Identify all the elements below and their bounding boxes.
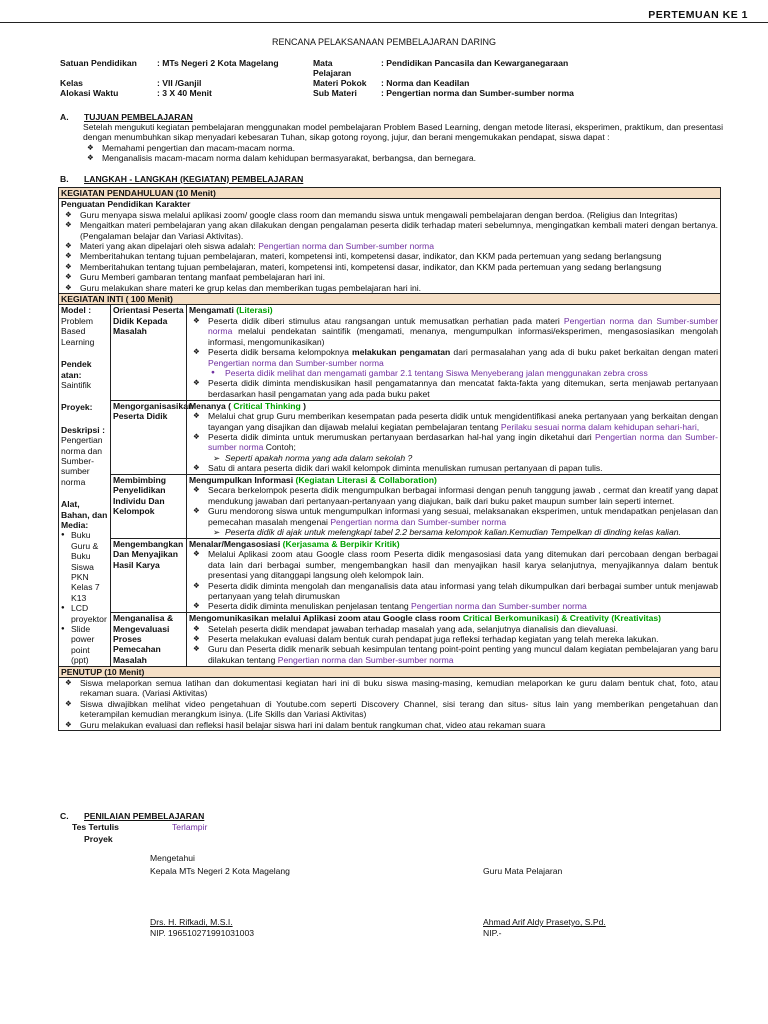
step-stage-1: Orientasi Peserta Didik Kepada Masalah <box>111 305 187 400</box>
materi-topic: Pengertian norma dan Sumber-sumber norma <box>208 431 719 453</box>
step-head-text: Mengumpulkan Informasi <box>189 475 294 486</box>
mapel-value: : Pendidikan Pancasila dan Kewarganegaraan <box>381 58 569 68</box>
alokasi-label: Alokasi Waktu <box>60 88 119 98</box>
pendahuluan-item: ❖ Guru melakukan share materi ke grup kelas dan memberikan tugas pembelajaran hari ini. <box>61 283 718 293</box>
pendahuluan-item: ❖ Mengaitkan materi pembelajaran yang akan dilakukan dengan pengalaman peserta didik terhadap materi sebelumnya, mengingatkan kembali materi dengan bertanya.(Pengalaman belajar dan Variasi Aktivitas). <box>61 220 718 241</box>
objectives-intro: Setelah mengukuti kegiatan pembelajaran menggunakan model pembelajaran Problem Based Learning, dengan metode literasi, eksperimen, praktikum, dan presentasi dengan menumbuhkan sikap menyadari kebesaran Tuhan, sikap gotong royong, jujur, dan berani mengemukakan pendapat, siswa dapat : <box>83 122 723 143</box>
activities-table <box>58 187 721 731</box>
step-item <box>189 601 718 611</box>
section-a-body <box>83 122 723 164</box>
step-head-text: Mengomunikasikan melalui Aplikasi zoom atau Google class room <box>189 613 461 624</box>
step-content-3 <box>187 475 721 539</box>
kelas-value: : VII /Ganjil <box>157 78 202 88</box>
satuan-label: Satuan Pendidikan <box>60 58 137 68</box>
alat-label: Alat, Bahan, dan Media: <box>61 499 108 530</box>
page-title: RENCANA PELAKSANAAN PEMBELAJARAN DARING <box>271 37 497 47</box>
step-head-text: ) <box>300 400 306 411</box>
step-stage-3: Membimbing Penyelidikan Individu Dan Kelompok <box>111 475 187 539</box>
sub-materi-value: : Pengertian norma dan Sumber-sumber norma <box>381 88 574 98</box>
step-content-2 <box>187 400 721 474</box>
pendahuluan-header: KEGIATAN PENDAHULUAN (10 Menit) <box>59 188 721 199</box>
model-value: Problem Based Learning <box>61 315 95 347</box>
section-b-number: B. <box>60 174 69 184</box>
mapel-label: Mata <box>313 58 333 68</box>
kepala-nip: NIP. 196510271991031003 <box>150 928 255 938</box>
penutup-item: ❖ Siswa melaporkan semua latihan dan dokumentasi kegiatan hari ini di buku siswa masing-masing, kemudian melaporkan ke guru dalam bentuk chat, foto, atau rekaman suara. (Variasi Aktivitas) <box>61 678 718 699</box>
step-text-bold: melakukan pengamatan <box>352 347 451 358</box>
tes-label: Tes Tertulis <box>72 822 119 832</box>
identity-block <box>60 58 720 98</box>
meeting-number: PERTEMUAN KE 1 <box>648 9 748 21</box>
model-label: Model : <box>61 305 92 316</box>
kepala-title: Kepala MTs Negeri 2 Kota Magelang <box>150 866 290 876</box>
section-b-title: LANGKAH - LANGKAH (KEGIATAN) PEMBELAJARAN <box>84 174 304 184</box>
step-content-4 <box>187 538 721 612</box>
alat-item: ● Slide power point (ppt) <box>61 624 108 666</box>
section-c-heading <box>60 811 204 821</box>
materi-topic: Pengertian norma dan Sumber-sumber norma <box>330 516 507 527</box>
step-example: ➢ Peserta didik di ajak untuk melengkapi tabel 2.2 bersama kelompok kalian.Kemudian Tempelkan di dinding kelas kalian. <box>189 527 718 537</box>
step-head-5 <box>189 613 718 623</box>
kelas-label: Kelas <box>60 78 83 88</box>
step-item <box>189 644 718 665</box>
objective-item: ❖ Memahami pengertian dan macam-macam norma. <box>83 143 723 153</box>
step-text: Guru mendorong siswa untuk mengumpulkan informasi yang sesuai, melaksanakan eksperimen, untuk mendapatkan penjelasan dan pemecahan masalah mengenai <box>208 506 719 527</box>
alat-item: ● LCD proyektor <box>61 603 108 624</box>
materi-label: Materi Pokok <box>313 78 367 88</box>
step-text: Melalui chat grup Guru memberikan kesempatan pada peserta didik untuk mengidentifikasi aneka pertanyaan yang berkaitan dengan tayangan yang disajikan dan dijawab melalui kegiatan pembelajaran tentang <box>208 411 719 432</box>
step-item <box>189 506 718 527</box>
mengetahui-label: Mengetahui <box>150 853 195 863</box>
step-head-tag: (Kegiatan Literasi & Collaboration) <box>295 475 437 486</box>
guru-title: Guru Mata Pelajaran <box>483 866 563 876</box>
step-text: Peserta didik diminta menuliskan penjelasan tentang <box>208 601 412 612</box>
step-text: melalui pendekatan saintifik (mengamati, menanya, mengumpulkan informasi/eksperimen, mengasosiasikan mengolah informasi, mengomunikasikan) <box>208 326 719 347</box>
step-text: Peserta didik diberi stimulus atau rangsangan untuk memusatkan perhatian pada materi <box>208 315 564 326</box>
penutup-item: ❖ Guru melakukan evaluasi dan refleksi hasil belajar siswa hari ini dalam bentuk rangkuman chat, video atau rekaman suara <box>61 720 718 730</box>
pendahuluan-body <box>59 199 721 294</box>
step-example: ➢ Seperti apakah norma yang ada dalam sekolah ? <box>189 453 718 463</box>
step-item: ❖ Peserta melakukan evaluasi dalam bentuk curah pendapat juga refleksi terhadap kegiatan yang telah mereka lakukan. <box>189 634 718 644</box>
pendekatan-value: Saintifik <box>61 379 92 390</box>
section-c-number: C. <box>60 811 69 821</box>
pendahuluan-item <box>61 241 718 251</box>
section-c-title: PENILAIAN PEMBELAJARAN <box>84 811 205 821</box>
pendahuluan-item: ❖ Guru menyapa siswa melalui aplikasi zoom/ google class room dan memandu siswa untuk mengawali pembelajaran dengan berdoa. (Religius dan Integritas) <box>61 210 718 220</box>
step-head-3 <box>189 475 718 485</box>
sub-materi-label: Sub Materi <box>313 88 357 98</box>
step-text: Peserta didik bersama kelompoknya <box>208 347 353 358</box>
materi-topic: Pengertian norma dan Sumber-sumber norma <box>208 357 384 368</box>
step-head-text: Mengamati <box>189 305 234 316</box>
penutup-body <box>59 678 721 731</box>
section-a-number: A. <box>60 112 69 122</box>
step-item <box>189 411 718 432</box>
mapel-label-2: Pelajaran <box>313 68 352 78</box>
step-stage-2: Mengorganisasikan Peserta Didik <box>111 400 187 474</box>
step-text: Guru dan Peserta didik menarik sebuah kesimpulan tentang point-point penting yang muncul dalam kegiatan pembelajaran yang baru dilakukan tentang <box>208 644 719 665</box>
tes-value: Terlampir <box>172 822 208 832</box>
inti-header: KEGIATAN INTI ( 100 Menit) <box>59 294 721 305</box>
step-item <box>189 316 718 347</box>
alat-list <box>61 530 108 665</box>
pendahuluan-item: ❖ Memberitahukan tentang tujuan pembelajaran, materi, kompetensi inti, kompetensi dasar, indikator, dan KKM pada pertemuan yang sedang berlangsung <box>61 262 718 272</box>
satuan-value: : MTs Negeri 2 Kota Magelang <box>157 58 279 68</box>
step-item: ❖ Melalui Aplikasi zoom atau Google class room Peserta didik mengasosiasi data yang ditemukan dari percobaan dengan berbagai data lain dari berbagai sumber, mengembangkan hasil dan menyajikan hasil karya selanjutnya, menyajikannya dalam bentuk presentasi yang ditanggapi langsung oleh kelompok lain. <box>189 549 718 580</box>
step-head-4 <box>189 539 718 549</box>
proyek-label: Proyek <box>84 834 113 844</box>
step-item: ❖ Peserta didik diminta mengolah dan menganalisis data atau informasi yang telah dikumpulkan dari berbagai sumber untuk menjawab pertanyaan yang telah dirumuskan <box>189 581 718 602</box>
alat-item: ● Buku Guru & Buku Siswa PKN Kelas 7 K13 <box>61 530 108 603</box>
step-content-5 <box>187 613 721 666</box>
step-text: Peserta didik diminta untuk merumuskan pertanyaan berdasarkan hal-hal yang ingin diketahui dari <box>208 431 595 442</box>
step-head-text: Menalar/Mengasosiasi <box>189 538 281 549</box>
penutup-item: ❖ Siswa diwajibkan melihat video pengetahuan di Youtube.com seperti Discovery Channel, sisi terang dan situs- situs lain yang memberikan pengetahuan dan keterampilan kemudian merangkum isinya. (Life Skills dan Variasi Aktivitas) <box>61 699 718 720</box>
step-item <box>189 347 718 368</box>
step-item: ❖ Peserta didik diminta mendiskusikan hasil pengamatannya dan mencatat fakta-fakta yang ditemukan, serta menjawab pertanyaan berdasarkan hasil pengamatan yang ada pada buku paket <box>189 378 718 399</box>
deskripsi-label: Deskripsi : <box>61 424 105 435</box>
step-item: ❖ Setelah peserta didik mendapat jawaban terhadap masalah yang ada, selanjutnya dianalisis dan dievaluasi. <box>189 624 718 634</box>
kepala-name: Drs. H. Rifkadi, M.S.I. <box>150 917 233 927</box>
objective-item: ❖ Menganalisis macam-macam norma dalam kehidupan bermasyarakat, berbangsa, dan bernegara. <box>83 153 723 163</box>
step-head-1 <box>189 305 718 315</box>
step-head-text: Menanya ( <box>189 400 234 411</box>
inti-left-info <box>59 305 111 666</box>
materi-topic: Perilaku sesuai norma dalam kehidupan sehari-hari, <box>500 421 700 432</box>
materi-topic: Pengertian norma dan Sumber-sumber norma <box>411 601 587 612</box>
step-item: ❖ Satu di antara peserta didik dari wakil kelompok diminta menuliskan rumusan pertanyaan di papan tulis. <box>189 463 718 473</box>
step-text: dari permasalahan yang ada di buku paket berkaitan dengan materi <box>450 347 718 358</box>
section-b-heading <box>60 174 303 184</box>
step-head-tag: Critical Thinking <box>233 400 301 411</box>
step-item <box>189 432 718 453</box>
pendahuluan-item: ❖ Guru Memberi gambaran tentang manfaat pembelajaran hari ini. <box>61 272 718 282</box>
step-head-tag: (Literasi) <box>236 305 273 316</box>
section-a-heading <box>60 112 193 122</box>
alokasi-value: : 3 X 40 Menit <box>157 88 212 98</box>
deskripsi-value: Pengertian norma dan Sumber-sumber norma <box>61 435 103 487</box>
materi-topic: Pengertian norma dan Sumber-sumber norma <box>277 654 454 665</box>
pendekatan-label: Pendek atan: <box>61 359 92 380</box>
proyek-label: Proyek: <box>61 402 93 413</box>
step-stage-5: Menganalisa & Mengevaluasi Proses Pemecahan Masalah <box>111 613 187 666</box>
guru-name: Ahmad Arif Aldy Prasetyo, S.Pd. <box>483 917 606 927</box>
materi-topic: Pengertian norma dan Sumber-sumber norma <box>258 241 434 252</box>
step-content-1 <box>187 305 721 400</box>
pendahuluan-subtitle: Penguatan Pendidikan Karakter <box>61 199 191 210</box>
step-stage-4: Mengembangkan Dan Menyajikan Hasil Karya <box>111 538 187 612</box>
step-sub-item: ● Peserta didik melihat dan mengamati gambar 2.1 tentang Siswa Menyeberang jalan menggunakan zebra cross <box>189 368 718 378</box>
pendahuluan-item: ❖ Memberitahukan tentang tujuan pembelajaran, materi, kompetensi inti, kompetensi dasar, indikator, dan KKM pada pertemuan yang sedang berlangsung <box>61 251 718 261</box>
header-divider <box>0 22 768 23</box>
materi-topic: Pengertian norma dan Sumber-sumber norma <box>208 315 719 337</box>
step-head-tag: (Kerjasama & Berpikir Kritik) <box>282 538 400 549</box>
pendahuluan-item-text: Materi yang akan dipelajari oleh siswa adalah: <box>80 241 259 252</box>
step-head-tag: Critical Berkomunikasi) & Creativity (Kreativitas) <box>462 613 662 624</box>
step-text: Contoh; <box>263 442 296 453</box>
section-a-title: TUJUAN PEMBELAJARAN <box>84 112 193 122</box>
step-head-2 <box>189 401 718 411</box>
materi-value: : Norma dan Keadilan <box>381 78 470 88</box>
penutup-header: PENUTUP (10 Menit) <box>59 666 721 677</box>
guru-nip: NIP.- <box>483 928 502 938</box>
step-item: ❖ Secara berkelompok peserta didik mengumpulkan berbagai informasi dengan penuh tanggung jawab , cermat dan kreatif yang dapat mendukung jawaban dari pertanyaan-pertanyaan yang diajukan, baik dari buku paket maupun sumber lain seperti internet. <box>189 485 718 506</box>
